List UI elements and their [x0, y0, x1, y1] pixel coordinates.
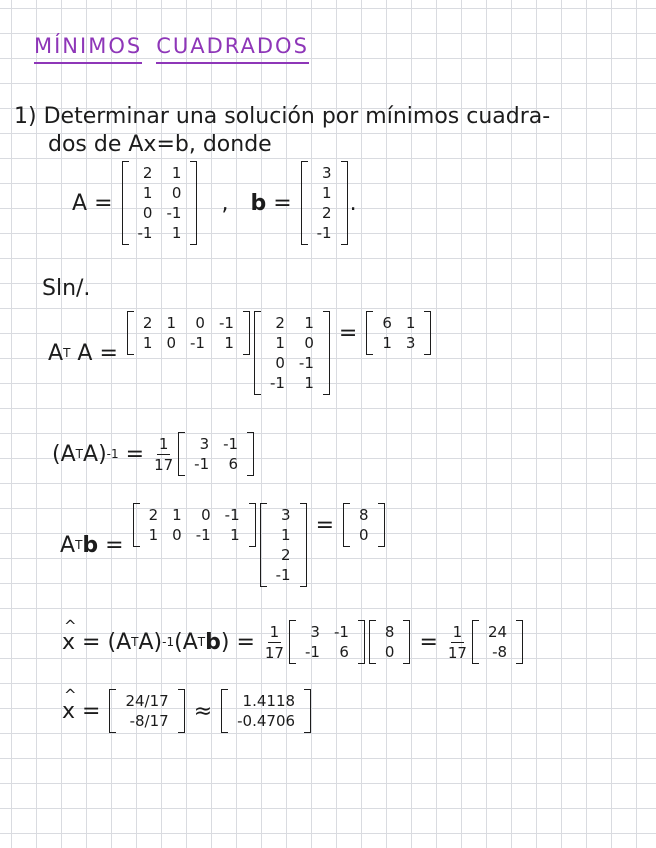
- matrix-AT: 2 1 0 -1 1 0 -1 1: [127, 313, 250, 353]
- equals-sign: =: [82, 698, 101, 724]
- equals-sign: =: [82, 629, 101, 655]
- equals-sign: =: [125, 441, 145, 467]
- equals-sign: =: [94, 190, 113, 216]
- fraction-1-17: $\frac{1}{17}$: [447, 622, 467, 662]
- problem-text-2: dos de Ax=b, donde: [48, 132, 272, 157]
- matrix-ATA: 6 1 1 3: [366, 313, 431, 353]
- symbol-A: A: [83, 441, 99, 467]
- vector-ATb-copy: 8 0: [369, 622, 411, 662]
- equals-sign: =: [273, 190, 292, 216]
- symbol-x-hat: ^ x: [62, 699, 75, 724]
- matrix-A-copy: 2 1 1 0 0 -1 -1 1: [254, 313, 330, 393]
- inverse-exponent: -1: [106, 447, 119, 461]
- comma: ,: [221, 190, 229, 216]
- equals-sign: =: [236, 629, 255, 655]
- transpose-mark: T: [75, 447, 83, 461]
- problem-text-1: Determinar una solución por mínimos cuadra-: [43, 104, 551, 129]
- atb-row: [60, 505, 387, 585]
- vector-b: 3 1 2 -1: [301, 163, 348, 243]
- vector-xhat-decimal: 1.4118 -0.4706: [221, 691, 311, 731]
- symbol-b: b: [82, 532, 99, 558]
- vector-ATb: 8 0: [343, 505, 385, 545]
- given-matrices-row: [72, 163, 357, 243]
- transpose-mark: T: [75, 538, 83, 552]
- matrix-AT-copy: 2 1 0 -1 1 0 -1 1: [133, 505, 256, 545]
- fraction-1-17: $\frac{1}{17}$: [154, 434, 174, 474]
- title-word-1: MÍNIMOS: [34, 34, 142, 64]
- symbol-A: A: [77, 340, 93, 366]
- solution-label: Sln/.: [42, 276, 91, 301]
- inverse-row: ( A T A ) -1 = $\frac{1}{17}$ 3 -1 -1 6: [52, 434, 256, 474]
- equals-sign: =: [99, 340, 118, 366]
- symbol-b: b: [250, 190, 267, 216]
- problem-number: 1): [14, 104, 37, 129]
- matrix-A: 2 1 1 0 0 -1 -1 1: [122, 163, 198, 243]
- problem-statement-line-2: [48, 132, 272, 157]
- title-word-2: CUADRADOS: [156, 34, 309, 64]
- vector-scaled: 24 -8: [472, 622, 523, 662]
- equals-sign: =: [419, 629, 438, 655]
- symbol-A: A: [60, 532, 76, 558]
- equals-sign: =: [338, 321, 358, 346]
- fraction-1-17: $\frac{1}{17}$: [264, 622, 284, 662]
- approx-sign: ≈: [193, 698, 213, 724]
- symbol-A: A: [60, 441, 76, 467]
- xhat-result-row: [62, 691, 313, 731]
- symbol-A: A: [72, 190, 88, 216]
- matrix-adjugate-copy: 3 -1 -1 6: [289, 622, 365, 662]
- symbol-x-hat: ^ x: [62, 630, 75, 655]
- vector-b-copy: 3 1 2 -1: [260, 505, 307, 585]
- xhat-derivation-row: ^ x = ( A T A ) -1 ( A T b ) = $\frac{1}{17}$ 3 -1 -1 6 8 0 = $\frac{1}{17}$ 24 -8: [62, 622, 525, 662]
- symbol-A: A: [48, 340, 64, 366]
- page-title: [34, 34, 323, 58]
- problem-statement-line-1: [14, 104, 550, 129]
- matrix-adjugate: 3 -1 -1 6: [178, 434, 254, 474]
- period: .: [349, 190, 357, 216]
- equals-sign: =: [315, 513, 335, 538]
- equals-sign: =: [105, 532, 124, 558]
- vector-xhat-fraction: 24/17 -8/17: [109, 691, 184, 731]
- ata-row: [48, 313, 433, 393]
- transpose-mark: T: [63, 346, 71, 360]
